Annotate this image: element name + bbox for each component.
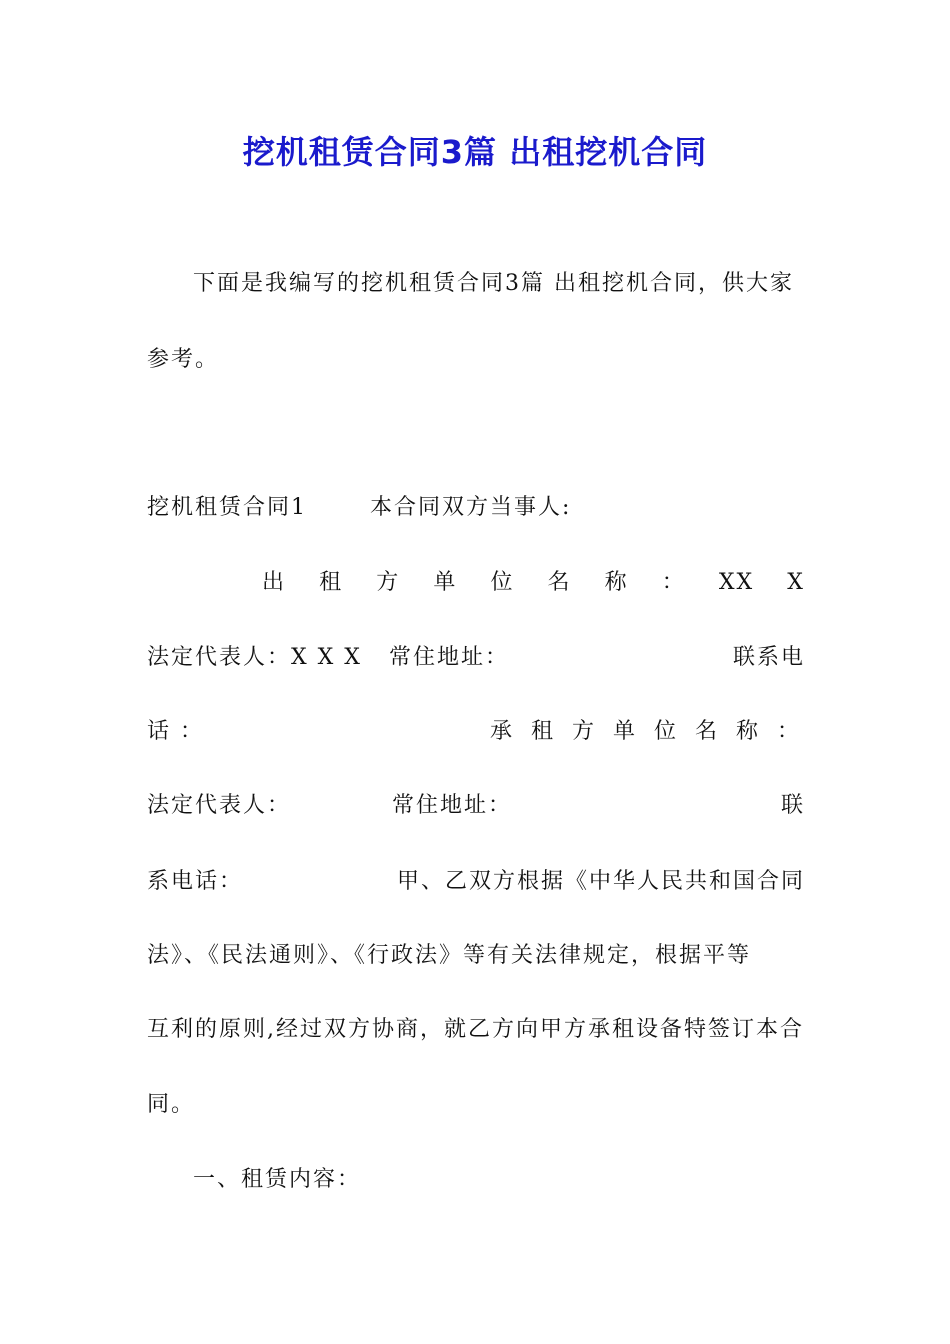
basis-line-3: 互利的原则,经过双方协商，就乙方向甲方承租设备特签订本合 bbox=[147, 1017, 804, 1042]
lessor-name-value-a: XX bbox=[718, 570, 755, 595]
lessor-name-char: 方 bbox=[376, 570, 401, 595]
page-title: 挖机租赁合同3篇 出租挖机合同 bbox=[242, 133, 708, 171]
lessor-phone-label-a: 联系电 bbox=[732, 645, 805, 670]
lessor-name-char: 名 bbox=[547, 570, 572, 595]
lessor-rep-line bbox=[147, 638, 805, 678]
lessee-rep-line bbox=[147, 786, 805, 826]
intro-line-2: 参考。 bbox=[147, 347, 220, 372]
contract1-parties-label: 本合同双方当事人: bbox=[370, 495, 572, 520]
lessee-phone-label-b: 系电话： bbox=[147, 869, 244, 894]
basis-line-2: 法》、《民法通则》、《行政法》等有关法律规定，根据平等 bbox=[147, 943, 752, 968]
lessor-name-char: 租 bbox=[319, 570, 344, 595]
contract1-heading: 挖机租赁合同1 bbox=[147, 495, 307, 520]
lessor-address-label: 常住地址： bbox=[388, 645, 509, 670]
lessor-name-char: 位 bbox=[490, 570, 515, 595]
lessee-name-label: 承 租 方 单 位 名 称 ： bbox=[490, 719, 805, 744]
lessor-name-value-b: X bbox=[787, 570, 805, 595]
lessee-phone-label-a: 联 bbox=[780, 793, 805, 818]
lessor-rep-label: 法定代表人：X X X bbox=[147, 645, 362, 670]
lessee-rep-label: 法定代表人： bbox=[147, 793, 292, 818]
section-1-heading: 一、租赁内容： bbox=[193, 1167, 362, 1192]
lessor-name-char: 出 bbox=[262, 570, 287, 595]
contract1-heading-line bbox=[147, 488, 805, 528]
lessor-name-char: 单 bbox=[433, 570, 458, 595]
basis-text-a: 甲、乙双方根据《中华人民共和国合同 bbox=[396, 869, 805, 894]
lessor-phone-label-b: 话 ： bbox=[147, 719, 204, 744]
lessor-name-line bbox=[262, 563, 805, 603]
basis-line-4: 同。 bbox=[147, 1092, 196, 1117]
lessee-address-label: 常住地址： bbox=[392, 793, 513, 818]
intro-line-1: 下面是我编写的挖机租赁合同3篇 出租挖机合同，供大家 bbox=[193, 271, 794, 296]
lessee-name-line bbox=[147, 712, 805, 752]
lessor-name-char: 称 bbox=[604, 570, 629, 595]
lessor-name-char: ： bbox=[661, 570, 686, 595]
basis-line-1 bbox=[147, 862, 805, 902]
